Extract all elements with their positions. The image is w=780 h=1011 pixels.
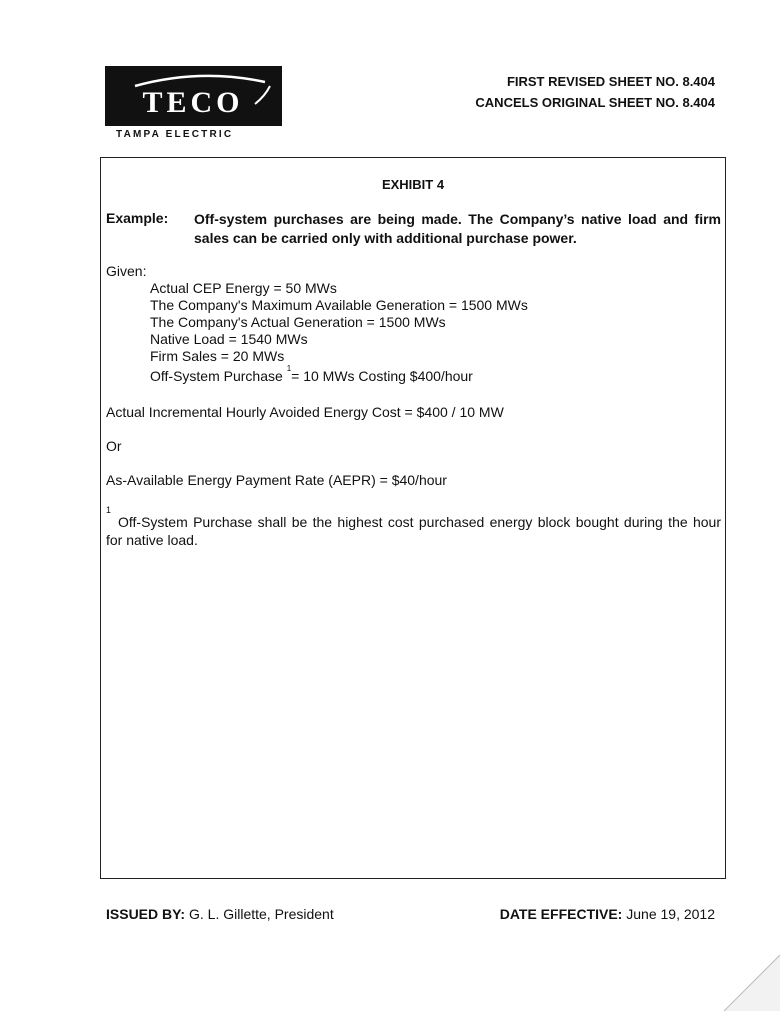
sheet-header — [475, 71, 715, 113]
given-item-firm-sales: Firm Sales = 20 MWs — [150, 348, 285, 364]
purchase-value: = 10 MWs Costing $400/hour — [291, 368, 473, 384]
logo-wordmark: TECO — [142, 86, 244, 119]
footnote-text: Off-System Purchase shall be the highest cost purchased energy block bought during the hour for native load. — [106, 514, 721, 548]
given-item-off-system-purchase — [150, 364, 528, 387]
given-item-max-generation: The Company's Maximum Available Generation = 1500 MWs — [150, 297, 528, 313]
given-item-cep: Actual CEP Energy = 50 MWs — [150, 280, 337, 296]
aepr-line: As-Available Energy Payment Rate (AEPR) = $40/hour — [106, 472, 447, 488]
issued-by-value: G. L. Gillette, President — [188, 906, 334, 922]
page-curl-corner — [720, 951, 780, 1011]
logo-subtitle: TAMPA ELECTRIC — [116, 129, 234, 140]
given-label: Given: — [106, 263, 147, 279]
footnote-number: 1 — [106, 505, 112, 515]
given-item-actual-generation: The Company's Actual Generation = 1500 MWs — [150, 314, 446, 330]
given-item-native-load: Native Load = 1540 MWs — [150, 331, 308, 347]
example-label: Example: — [106, 210, 169, 226]
issued-by-label: ISSUED BY: — [106, 906, 186, 922]
cancels-sheet: CANCELS ORIGINAL SHEET NO. 8.404 — [475, 95, 715, 110]
date-effective-label: DATE EFFECTIVE: — [499, 906, 623, 922]
teco-logo — [105, 66, 282, 126]
date-effective-value: June 19, 2012 — [626, 906, 715, 922]
exhibit-title: EXHIBIT 4 — [381, 177, 445, 192]
issued-by — [106, 906, 334, 922]
avoided-energy-cost-line: Actual Incremental Hourly Avoided Energy Cost = $400 / 10 MW — [106, 404, 504, 420]
teco-logo-mark — [105, 66, 282, 126]
example-text: Off-system purchases are being made. The Company’s native load and firm sales can be carried only with additional purchase power. — [194, 211, 721, 246]
given-list — [150, 280, 528, 387]
footnote-reference: 1 — [286, 364, 292, 373]
or-text: Or — [106, 438, 122, 454]
sheet-number: FIRST REVISED SHEET NO. 8.404 — [506, 74, 715, 89]
purchase-label: Off-System Purchase — [150, 368, 283, 384]
date-effective — [500, 906, 715, 922]
exhibit-frame — [100, 157, 726, 879]
